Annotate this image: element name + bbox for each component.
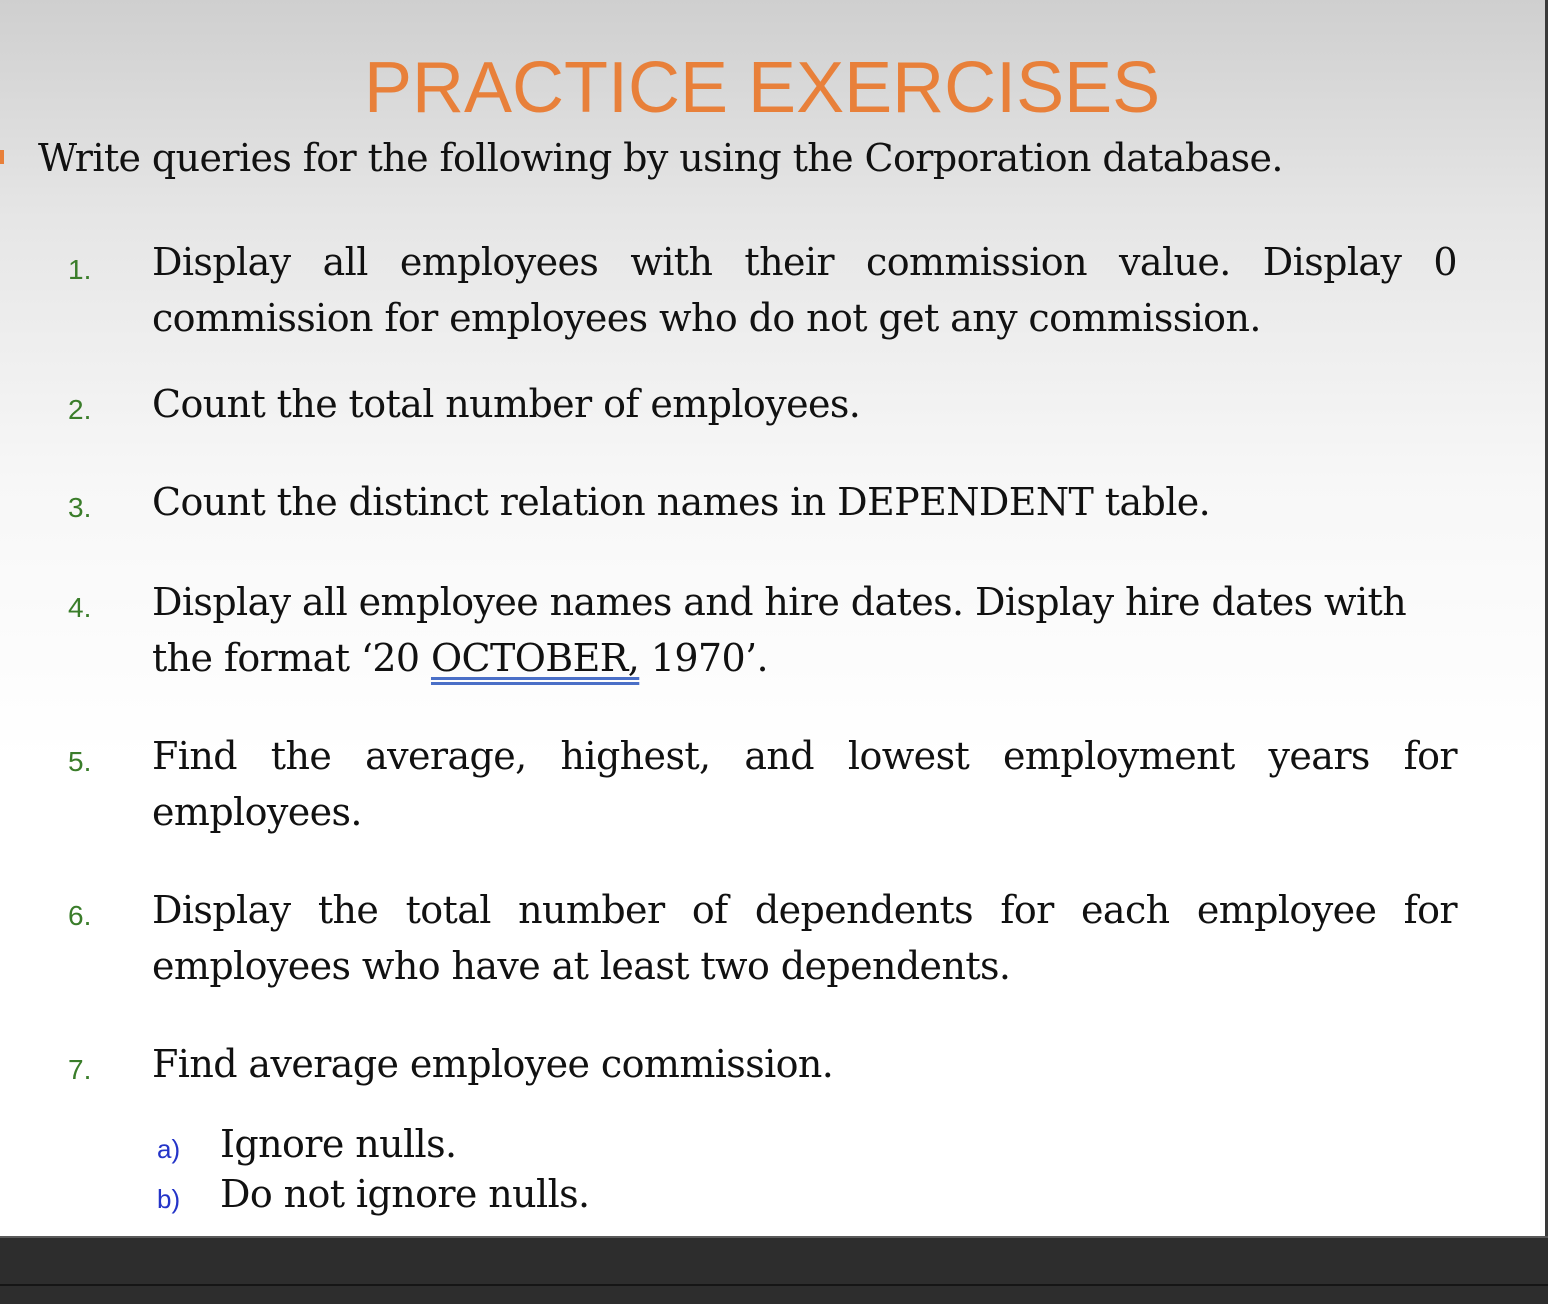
subitem-text: Ignore nulls.	[220, 1122, 457, 1166]
exercise-number: 1.	[68, 254, 92, 285]
subitem-letter: b)	[157, 1184, 181, 1214]
exercise-text: Find the average, highest, and lowest employment years for employees.	[152, 734, 1457, 834]
bottom-bar	[0, 1236, 1548, 1304]
slide-title: PRACTICE EXERCISES	[364, 48, 1161, 128]
exercise-text: Display all employees with their commission value. Display 0 commission for employees who do not get any commission.	[152, 240, 1457, 340]
bullet-marker	[0, 150, 4, 164]
underlined-word: OCTOBER,	[430, 636, 640, 680]
exercise-text: Display the total number of dependents for each employee for employees who have at least two dependents.	[152, 888, 1457, 988]
exercise-text: Count the total number of employees.	[152, 382, 861, 426]
exercise-text: Find average employee commission.	[152, 1042, 834, 1086]
exercise-number: 3.	[68, 492, 92, 523]
bottom-divider	[0, 1284, 1548, 1286]
exercise-text-part: Display all employee names and hire dates. Display hire dates with the format ‘20	[152, 580, 1407, 680]
exercise-number: 2.	[68, 394, 92, 425]
exercise-text-part: 1970’.	[639, 636, 769, 680]
subitem-letter: a)	[157, 1134, 181, 1164]
exercise-text: Count the distinct relation names in DEPENDENT table.	[152, 480, 1211, 524]
subitem-text: Do not ignore nulls.	[220, 1172, 590, 1216]
exercise-number: 4.	[68, 592, 92, 623]
exercise-number: 5.	[68, 746, 92, 777]
intro-text: Write queries for the following by using the Corporation database.	[38, 136, 1283, 180]
exercise-number: 7.	[68, 1054, 92, 1085]
exercise-text	[152, 574, 1457, 686]
exercise-number: 6.	[68, 900, 92, 931]
